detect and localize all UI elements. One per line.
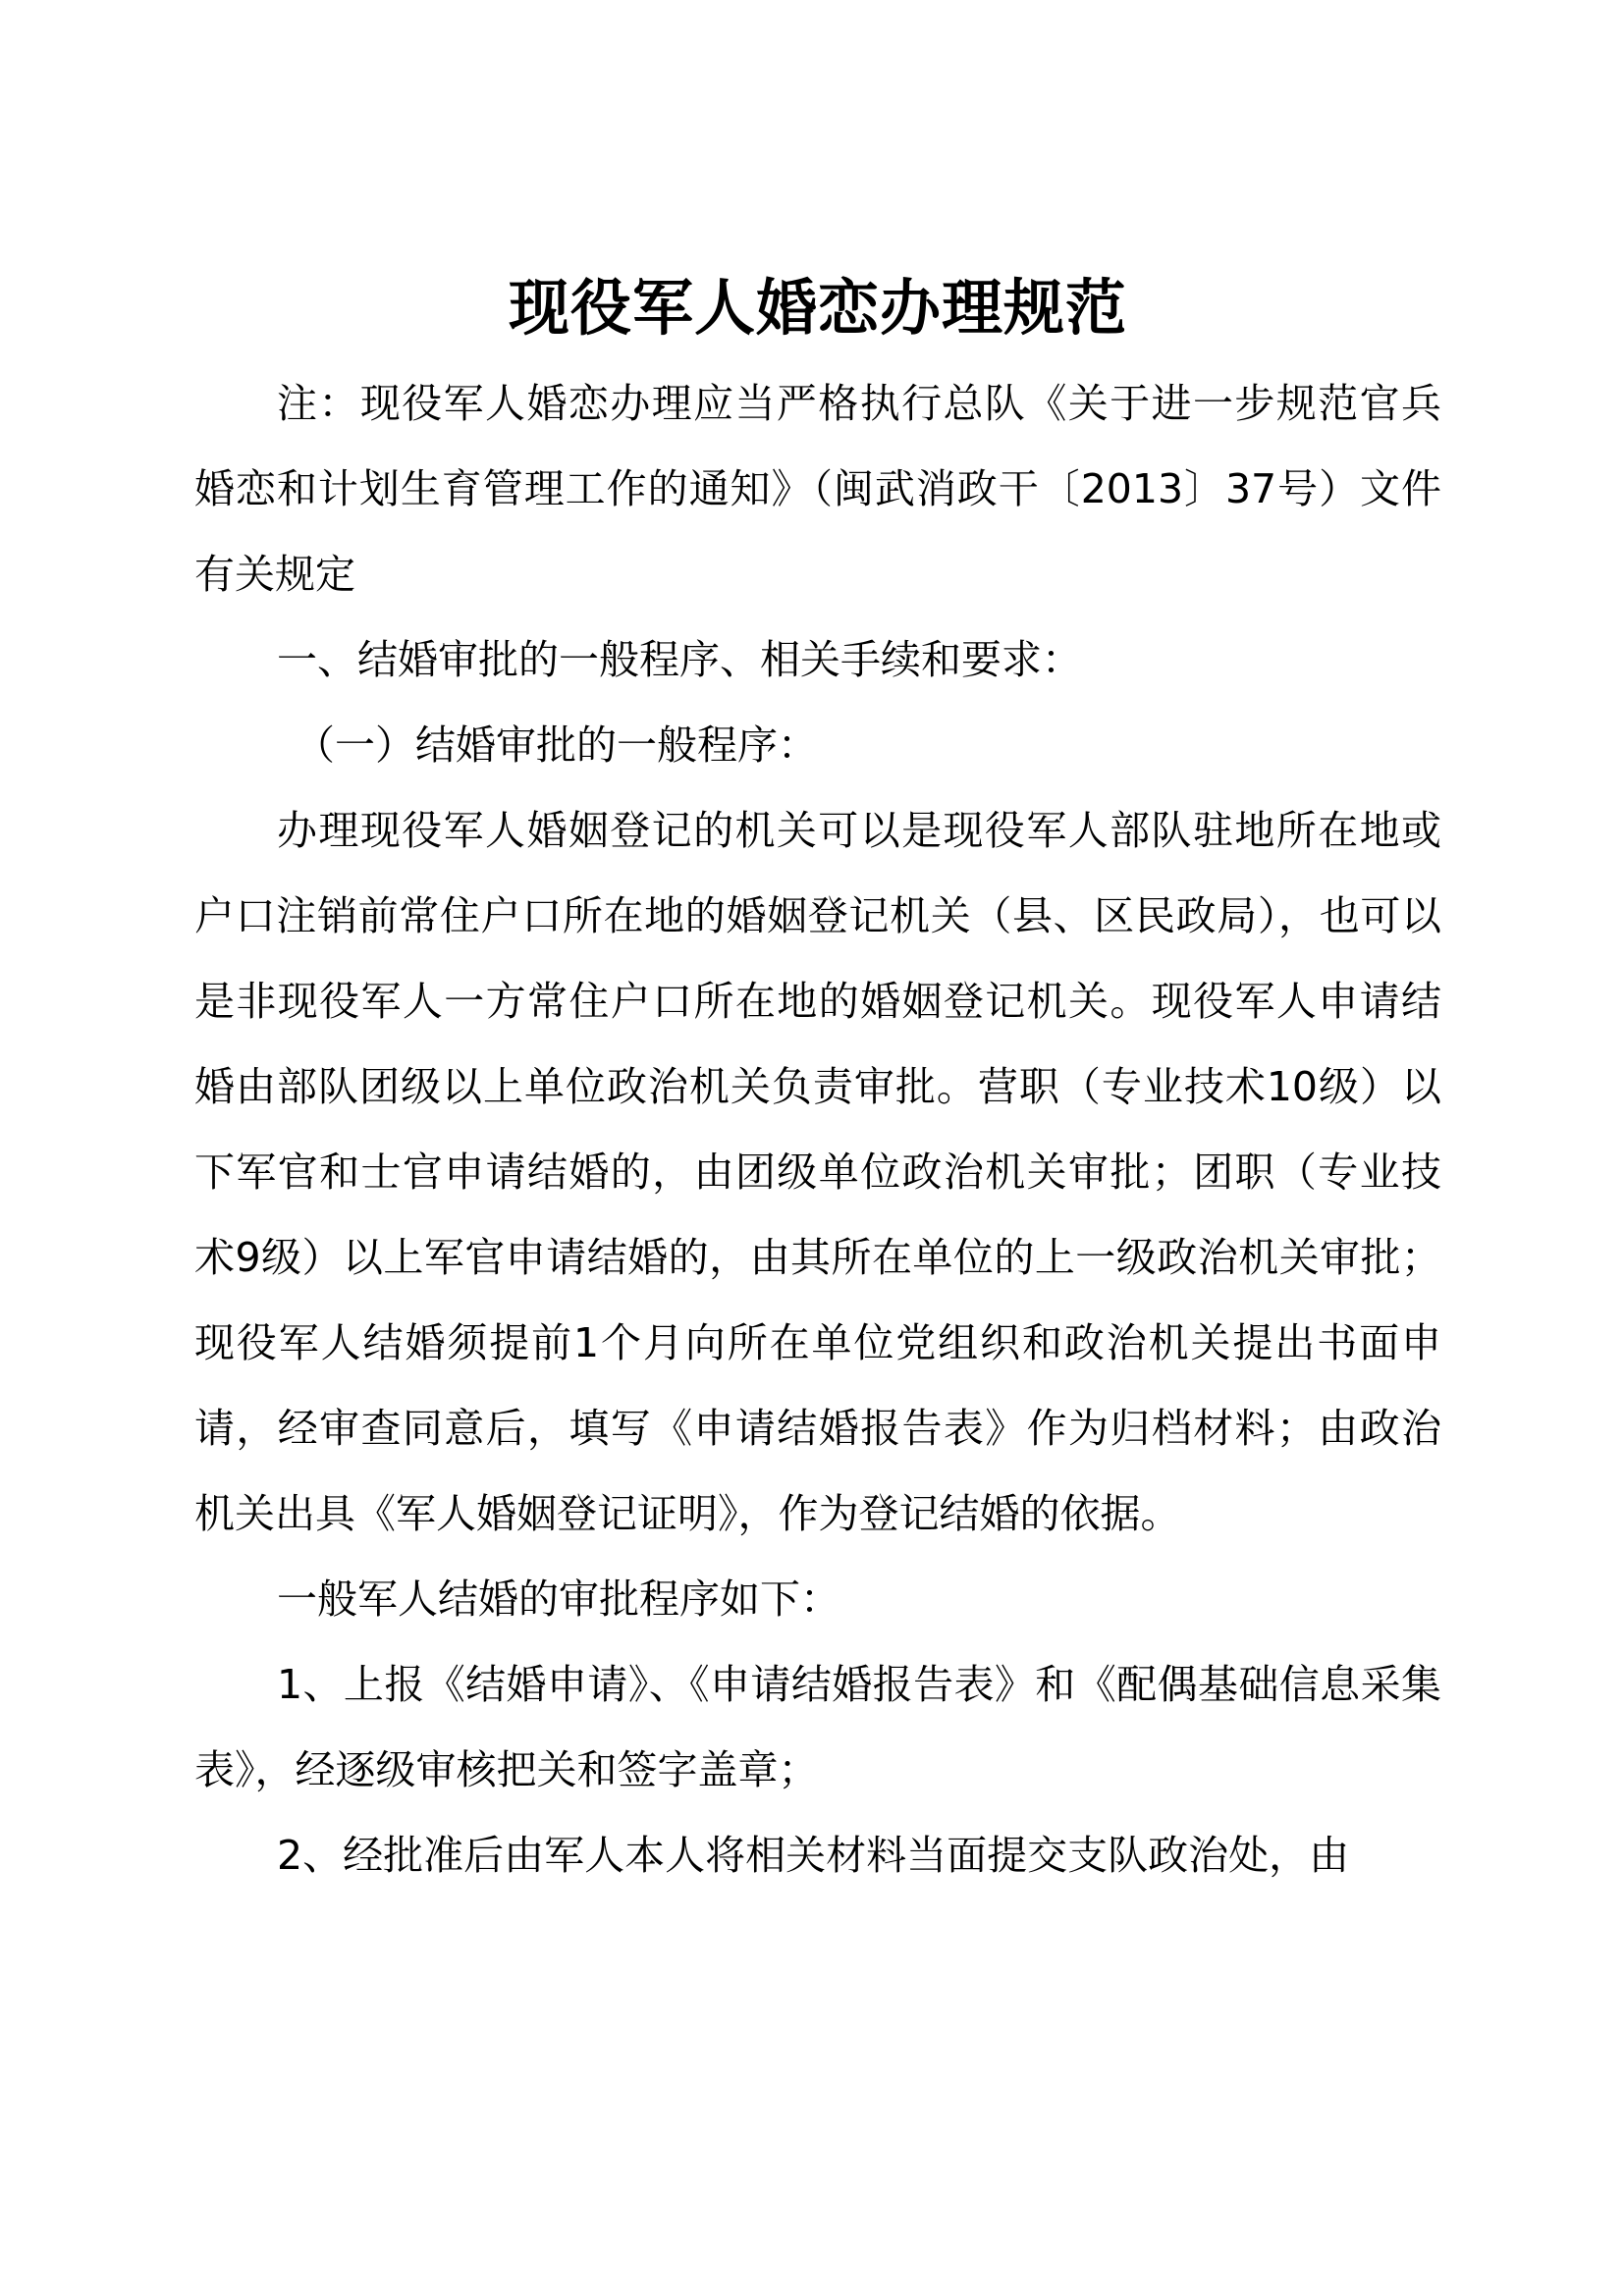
procedure-step-2: 2、经批准后由军人本人将相关材料当面提交支队政治处，由 xyxy=(277,1832,1350,1879)
procedure-step-1: 1、上报《结婚申请》、《申请结婚报告表》和《配偶基础信息采集表》，经逐级审核把关和签字盖章； xyxy=(194,1661,1441,1793)
document-body xyxy=(194,361,1441,1898)
note-paragraph: 注：现役军人婚恋办理应当严格执行总队《关于进一步规范官兵婚恋和计划生育管理工作的通知》（闽武消政干〔2013〕37号）文件有关规定 xyxy=(194,380,1441,598)
subsection-heading: （一）结婚审批的一般程序： xyxy=(295,721,818,769)
section-heading: 一、结婚审批的一般程序、相关手续和要求： xyxy=(277,636,1082,683)
document-title: 现役军人婚恋办理规范 xyxy=(508,272,1127,344)
procedure-intro: 一般军人结婚的审批程序如下： xyxy=(277,1575,840,1623)
procedure-paragraph: 办理现役军人婚姻登记的机关可以是现役军人部队驻地所在地或户口注销前常住户口所在地的婚姻登记机关（县、区民政局），也可以是非现役军人一方常住户口所在地的婚姻登记机关。现役军人申请结婚由部队团级以上单位政治机关负责审批。营职（专业技术10级）以下军官和士官申请结婚的，由团级单位政治机关审批；团职（专业技术9级）以上军官申请结婚的，由其所在单位的上一级政治机关审批；现役军人结婚须提前1个月向所在单位党组织和政治机关提出书面申请，经审查同意后，填写《申请结婚报告表》作为归档材料；由政治机关出具《军人婚姻登记证明》，作为登记结婚的依据。 xyxy=(194,807,1441,1537)
